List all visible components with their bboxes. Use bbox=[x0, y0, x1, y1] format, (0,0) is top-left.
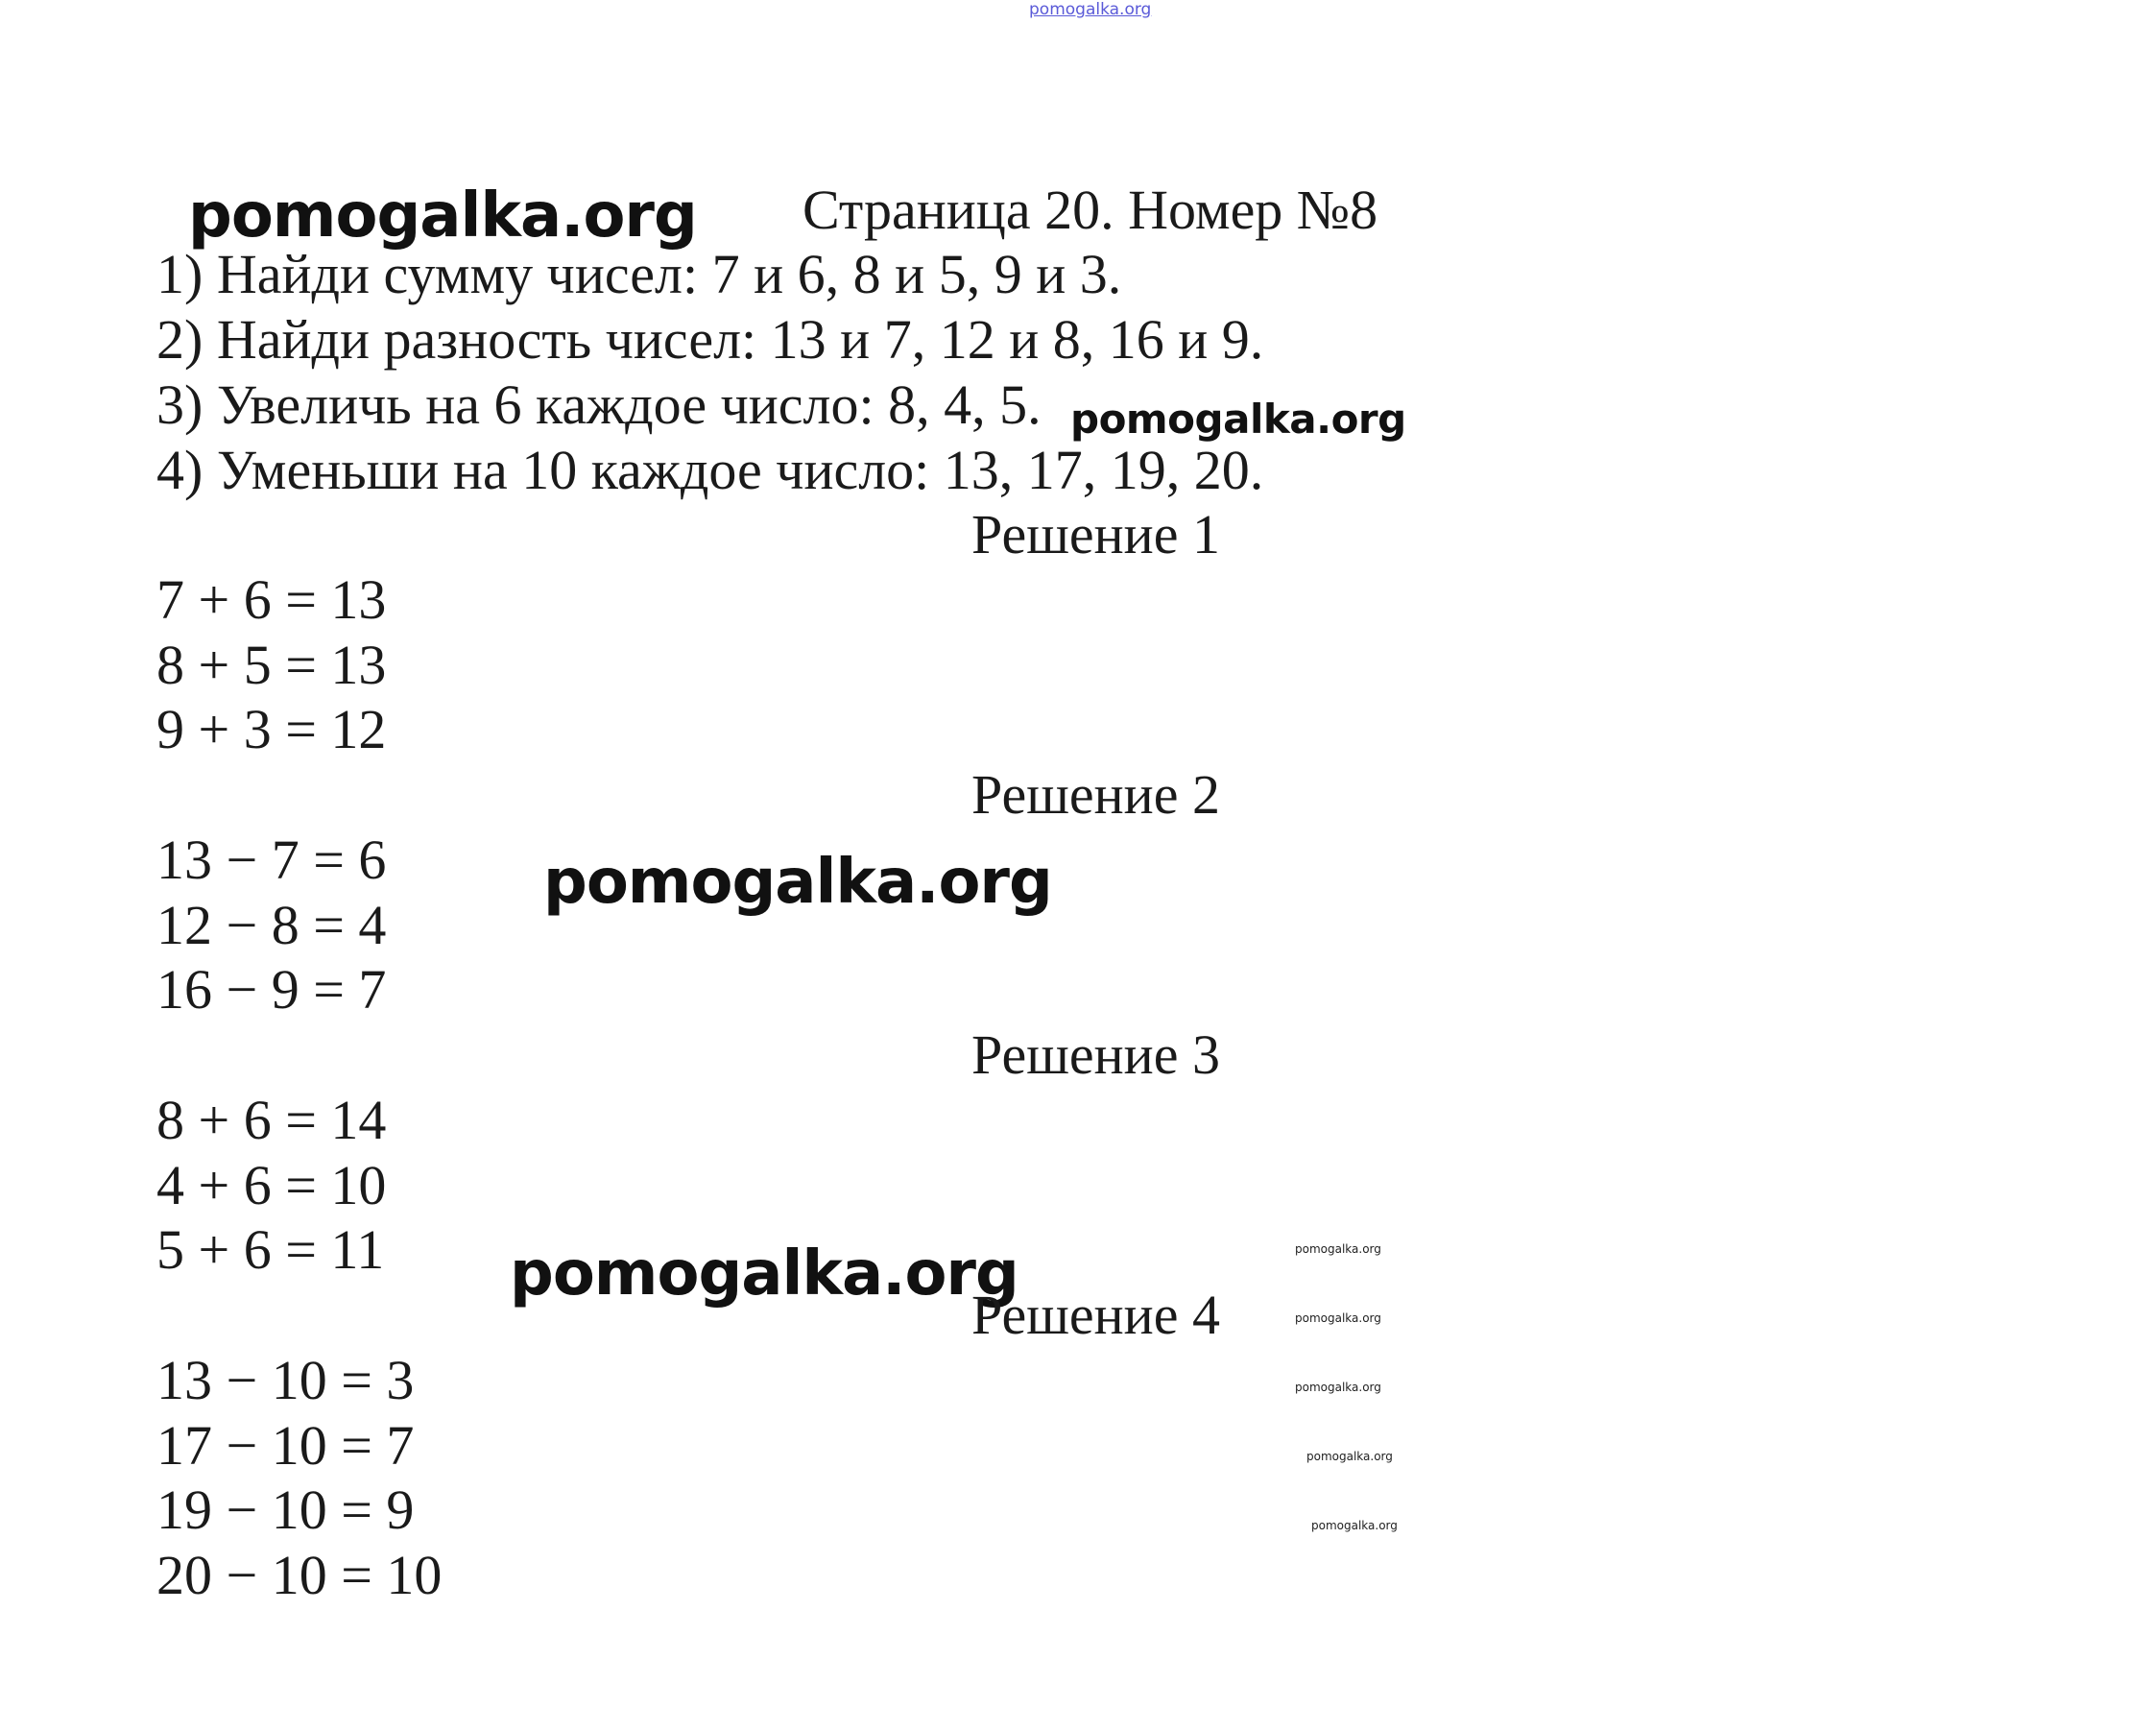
watermark-logo: pomogalka.org bbox=[510, 1238, 1018, 1310]
equation-line: 8 + 6 = 14 bbox=[156, 1089, 387, 1151]
task-line: 2) Найди разность чисел: 13 и 7, 12 и 8, 16 и 9. bbox=[156, 308, 1264, 371]
equation-line: 4 + 6 = 10 bbox=[156, 1154, 387, 1216]
watermark-logo: pomogalka.org bbox=[543, 847, 1052, 918]
equation-line: 13 − 7 = 6 bbox=[156, 829, 387, 891]
watermark-logo: pomogalka.org bbox=[1070, 396, 1406, 443]
equation-line: 16 − 9 = 7 bbox=[156, 958, 387, 1021]
equation-line: 12 − 8 = 4 bbox=[156, 894, 387, 956]
watermark-small: pomogalka.org bbox=[1295, 1311, 1381, 1325]
watermark-small: pomogalka.org bbox=[1295, 1242, 1381, 1256]
task-line: 1) Найди сумму чисел: 7 и 6, 8 и 5, 9 и 3. bbox=[156, 243, 1122, 305]
solution-heading: Решение 2 bbox=[971, 763, 1220, 826]
task-line: 4) Уменьши на 10 каждое число: 13, 17, 19, 20. bbox=[156, 439, 1264, 501]
top-watermark-link[interactable]: pomogalka.org bbox=[1029, 0, 1152, 19]
equation-line: 13 − 10 = 3 bbox=[156, 1349, 415, 1411]
solution-heading: Решение 4 bbox=[971, 1284, 1220, 1346]
watermark-small: pomogalka.org bbox=[1306, 1450, 1393, 1463]
watermark-logo: pomogalka.org bbox=[188, 180, 697, 252]
task-line: 3) Увеличь на 6 каждое число: 8, 4, 5. bbox=[156, 373, 1042, 436]
solution-heading: Решение 3 bbox=[971, 1023, 1220, 1086]
page-title: Страница 20. Номер №8 bbox=[803, 179, 1378, 241]
equation-line: 9 + 3 = 12 bbox=[156, 698, 387, 760]
equation-line: 19 − 10 = 9 bbox=[156, 1479, 415, 1541]
equation-line: 17 − 10 = 7 bbox=[156, 1414, 415, 1477]
solution-heading: Решение 1 bbox=[971, 503, 1220, 565]
equation-line: 20 − 10 = 10 bbox=[156, 1544, 443, 1606]
watermark-small: pomogalka.org bbox=[1311, 1519, 1398, 1532]
equation-line: 8 + 5 = 13 bbox=[156, 634, 387, 696]
watermark-small: pomogalka.org bbox=[1295, 1381, 1381, 1394]
equation-line: 7 + 6 = 13 bbox=[156, 568, 387, 631]
equation-line: 5 + 6 = 11 bbox=[156, 1218, 385, 1281]
